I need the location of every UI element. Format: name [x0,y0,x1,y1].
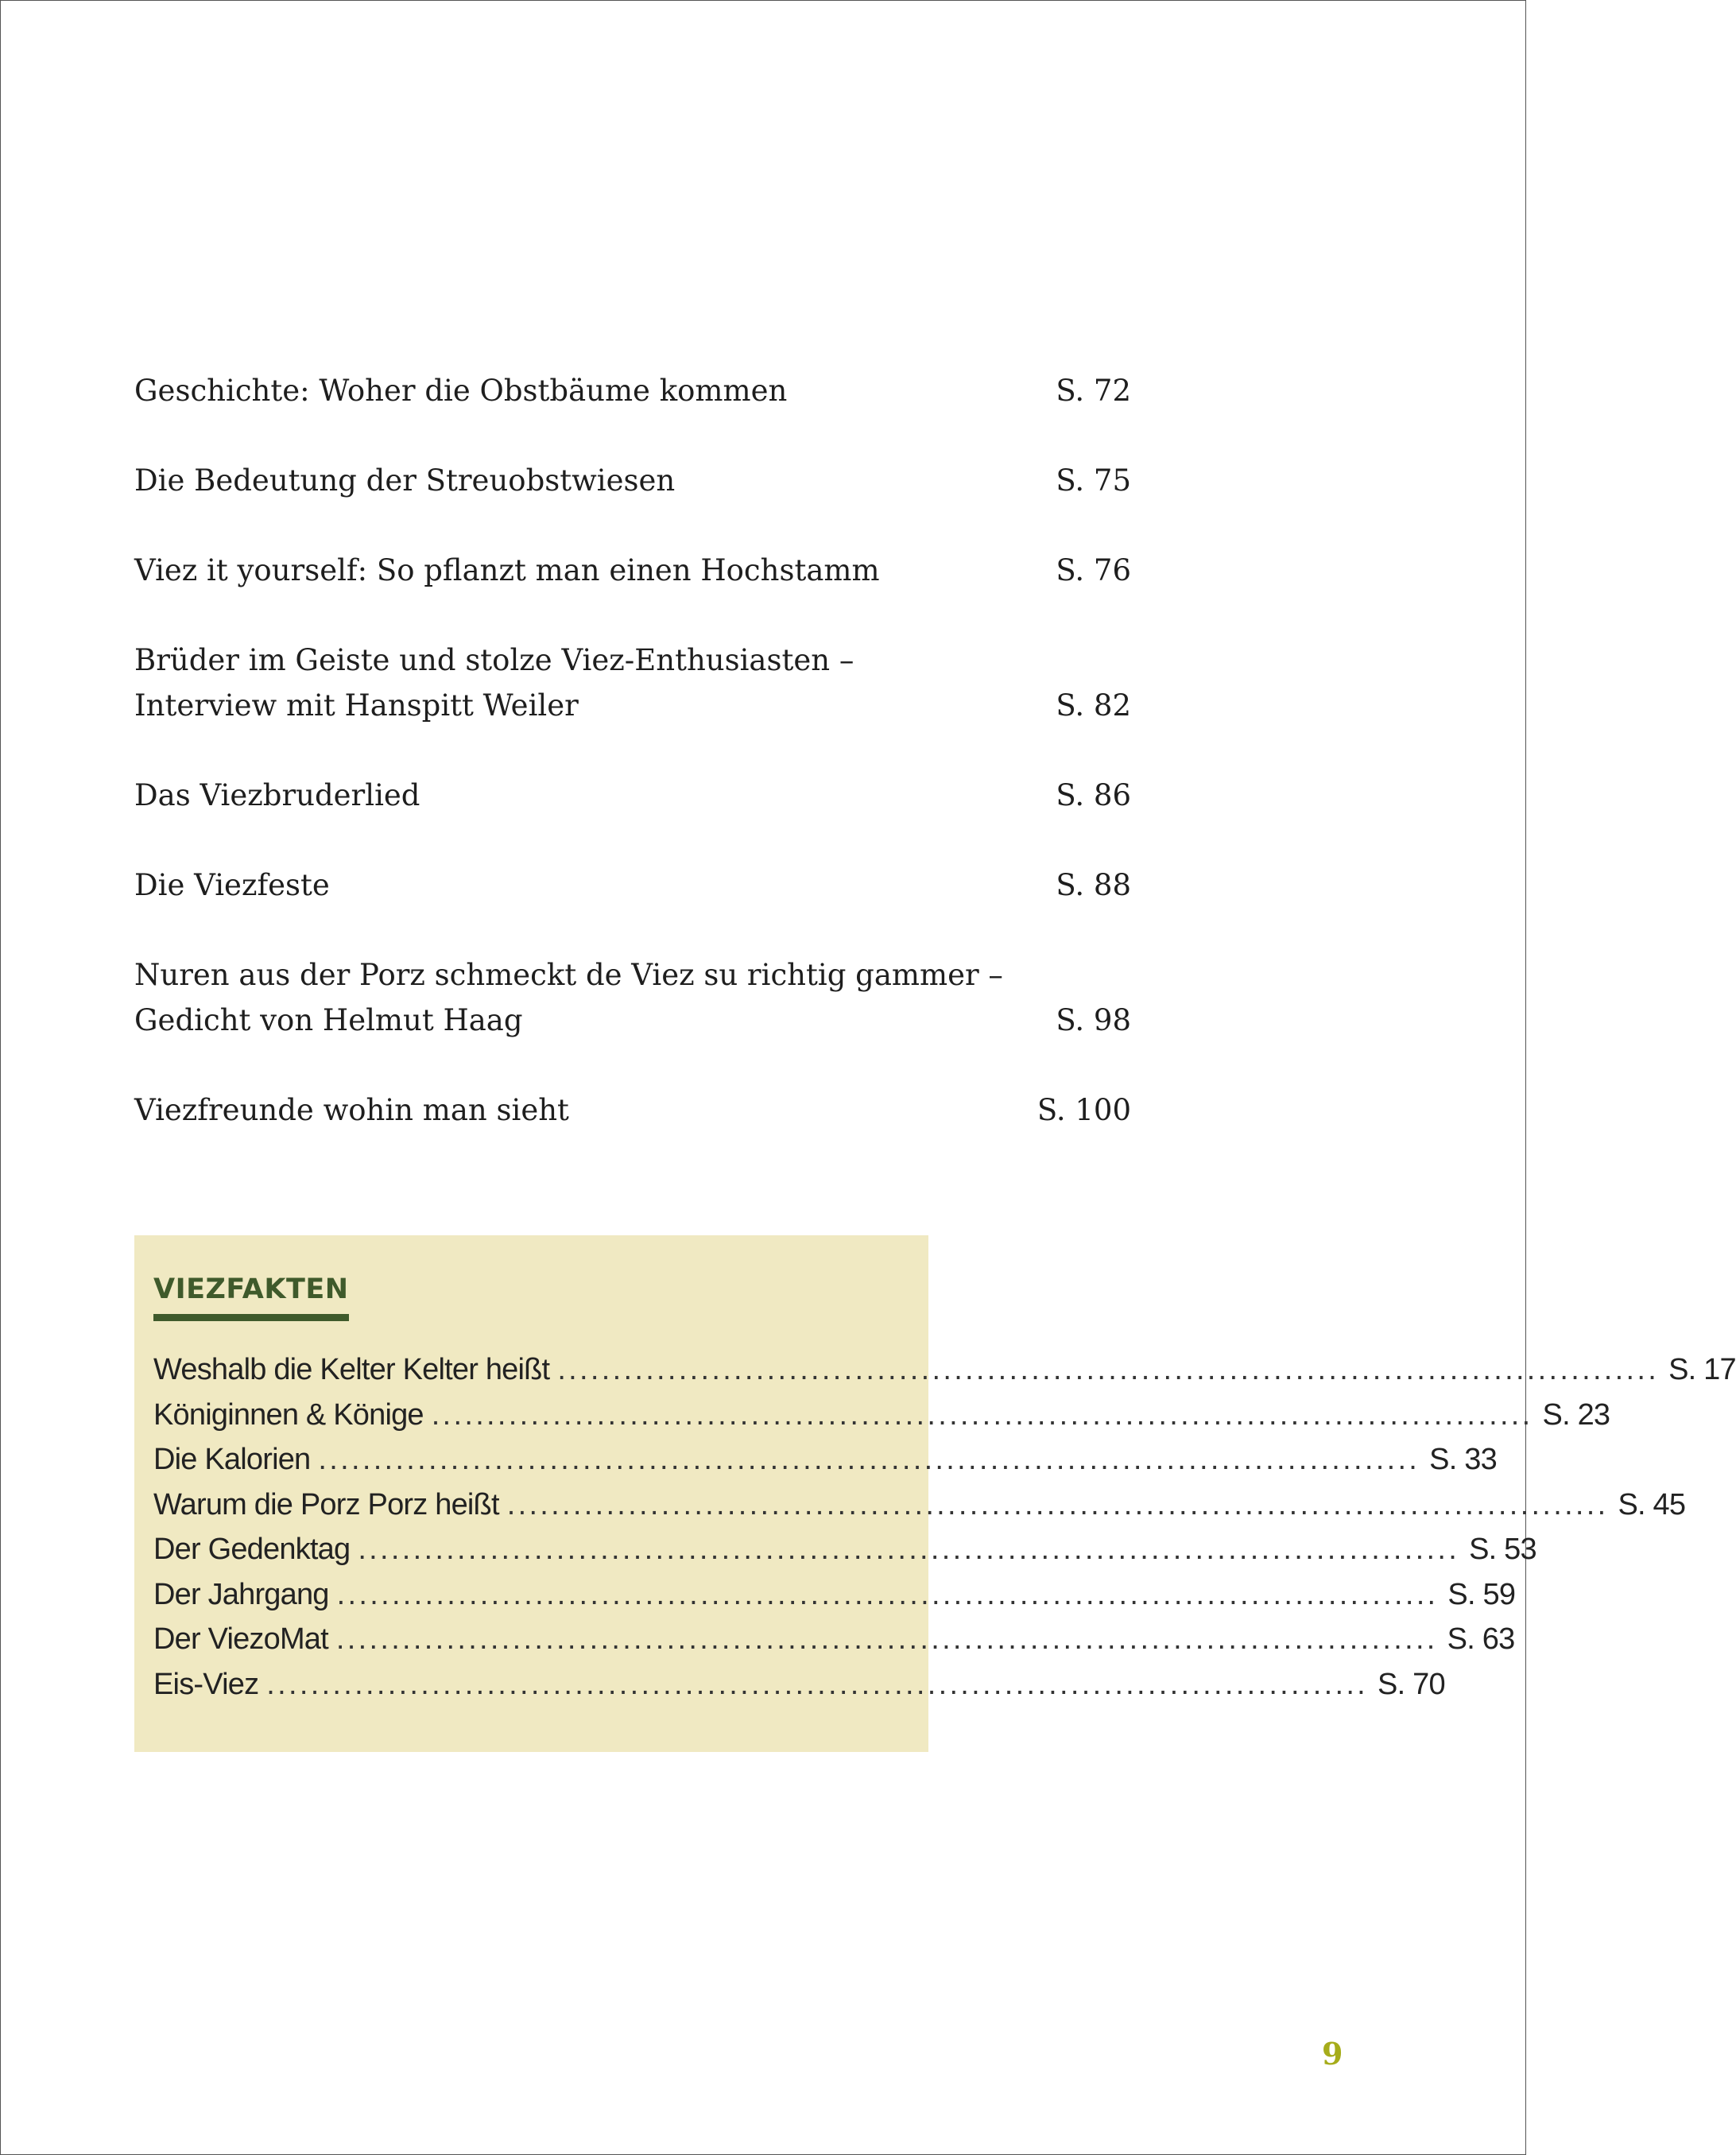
toc-entry-title [134,638,1032,728]
fact-item-page: S. 70 [1378,1667,1445,1701]
fact-item-label: Eis-Viez [153,1667,259,1701]
dot-leader: .................................................................................................... [266,1667,1369,1701]
page-number: 9 [1322,2036,1343,2072]
fact-list-item [153,1443,1497,1488]
toc-entry-title [134,952,1032,1043]
toc-entry [134,1087,1131,1133]
fact-item-label: Die Kalorien [153,1443,311,1476]
toc-entry [134,773,1131,818]
fact-list-item [153,1397,1610,1444]
table-of-contents [134,368,1131,1133]
toc-entry-page: S. 88 [1056,868,1131,902]
toc-entry-page: S. 98 [1056,1003,1131,1037]
toc-entry-title [134,458,1032,503]
fact-item-page: S. 23 [1542,1397,1610,1432]
toc-entry-title-line: Die Viezfeste [134,868,330,902]
toc-entry-page: S. 72 [1056,374,1131,408]
toc-entry [134,548,1131,593]
fact-item-page: S. 17 [1668,1353,1736,1386]
toc-entry-title-line: Die Bedeutung der Streuobstwiesen [134,463,676,498]
toc-entry-title-line: Viezfreunde wohin man sieht [134,1093,569,1127]
toc-entry-title-line: Geschichte: Woher die Obstbäume kommen [134,374,788,408]
toc-entry-title-line: Nuren aus der Porz schmeckt de Viez su richtig gammer – [134,958,1003,992]
dot-leader: .................................................................................................... [358,1533,1460,1566]
fact-item-label: Königinnen & Könige [153,1397,424,1432]
toc-entry-title-line: Viez it yourself: So pflanzt man einen Hochstamm [134,553,880,587]
fact-list-item [153,1577,1516,1623]
fact-item-page: S. 63 [1447,1622,1515,1656]
fact-item-label: Der Gedenktag [153,1533,351,1566]
fact-list [153,1353,1736,1712]
fact-item-label: Warum die Porz Porz heißt [153,1487,499,1521]
toc-entry [134,952,1131,1043]
dot-leader: .................................................................................................... [506,1487,1609,1521]
toc-entry-page: S. 86 [1056,778,1131,812]
fact-item-label: Der ViezoMat [153,1622,328,1656]
dot-leader: .................................................................................................... [318,1443,1420,1476]
toc-entry-title [134,862,1032,908]
toc-entry [134,638,1131,728]
toc-entry-title-line: Gedicht von Helmut Haag [134,1003,523,1037]
toc-entry [134,368,1131,413]
toc-entry-title [134,1087,1013,1133]
fact-item-label: Weshalb die Kelter Kelter heißt [153,1353,550,1386]
fact-item-label: Der Jahrgang [153,1577,329,1611]
toc-entry [134,862,1131,908]
toc-entry-title-line: Brüder im Geiste und stolze Viez-Enthusiasten – [134,643,854,677]
dot-leader: .................................................................................................... [335,1622,1438,1656]
toc-entry-page: S. 100 [1037,1093,1131,1127]
fact-item-page: S. 45 [1618,1487,1686,1521]
toc-entry-title-line: Das Viezbruderlied [134,778,420,812]
toc-entry-title [134,548,1032,593]
toc-entry-page: S. 82 [1056,688,1131,723]
toc-entry-page: S. 75 [1056,463,1131,498]
dot-leader: .................................................................................................... [431,1397,1533,1432]
fact-list-item [153,1533,1536,1578]
fact-box-heading: VIEZFAKTEN [153,1271,349,1321]
fact-item-page: S. 59 [1447,1577,1516,1611]
dot-leader: .................................................................................................... [336,1577,1439,1611]
fact-item-page: S. 33 [1429,1443,1497,1476]
toc-entry-page: S. 76 [1056,553,1131,587]
fact-item-page: S. 53 [1469,1533,1536,1566]
toc-entry-title [134,368,1032,413]
viezfakten-box [134,1235,1736,1752]
toc-entry [134,458,1131,503]
toc-entry-title-line: Interview mit Hanspitt Weiler [134,688,579,723]
fact-list-item [153,1353,1736,1398]
fact-list-item [153,1487,1686,1533]
fact-list-item [153,1667,1445,1713]
fact-list-item [153,1622,1515,1668]
dot-leader: .................................................................................................... [557,1353,1660,1386]
toc-entry-title [134,773,1032,818]
